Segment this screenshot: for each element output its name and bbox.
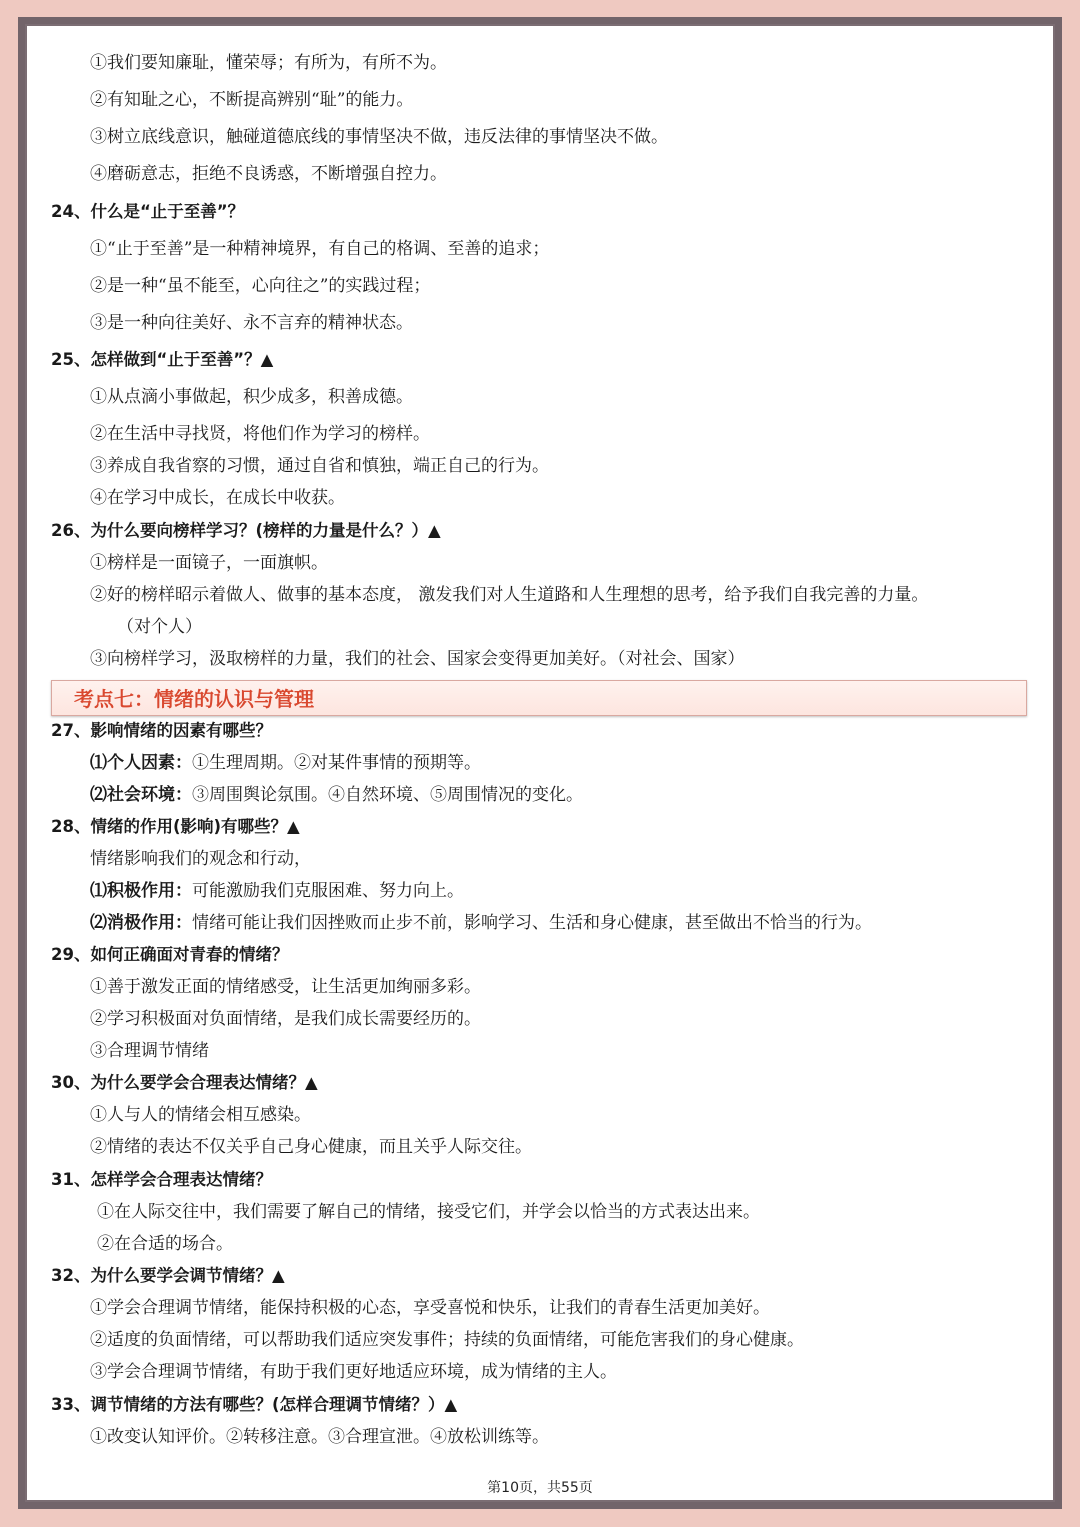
- list-item: ③是一种向往美好、永不言弃的精神状态。: [90, 313, 413, 333]
- effect-label: ⑴积极作用：: [90, 881, 192, 901]
- question-27-title: 27、影响情绪的因素有哪些？: [51, 721, 272, 740]
- list-item: ①学会合理调节情绪，能保持积极的心态，享受喜悦和快乐，让我们的青春生活更加美好。: [90, 1298, 770, 1318]
- list-item-continuation: （对个人）: [117, 617, 202, 637]
- list-item: ①在人际交往中，我们需要了解自己的情绪，接受它们，并学会以恰当的方式表达出来。: [97, 1202, 760, 1222]
- list-item: ③学会合理调节情绪，有助于我们更好地适应环境，成为情绪的主人。: [90, 1362, 617, 1382]
- list-item: ②在合适的场合。: [97, 1234, 233, 1254]
- list-item: ②是一种“虽不能至，心向往之”的实践过程；: [90, 276, 431, 296]
- list-item: ③养成自我省察的习惯，通过自省和慎独，端正自己的行为。: [90, 456, 549, 476]
- list-item: 情绪影响我们的观念和行动，: [90, 849, 311, 869]
- list-item: ①“止于至善”是一种精神境界，有自己的格调、至善的追求；: [90, 239, 550, 259]
- list-item: [90, 781, 583, 809]
- list-item: ①从点滴小事做起，积少成多，积善成德。: [90, 387, 413, 407]
- question-24-title: 24、什么是“止于至善”？: [51, 202, 245, 221]
- factor-text: ①生理周期。②对某件事情的预期等。: [192, 753, 481, 773]
- effect-text: 情绪可能让我们因挫败而止步不前，影响学习、生活和身心健康，甚至做出不恰当的行为。: [192, 913, 872, 933]
- list-item: [90, 909, 872, 937]
- question-26-title: 26、为什么要向榜样学习？(榜样的力量是什么？）▲: [51, 521, 441, 540]
- list-item: ②情绪的表达不仅关乎自己身心健康，而且关乎人际交往。: [90, 1137, 532, 1157]
- factor-text: ③周围舆论氛围。④自然环境、⑤周围情况的变化。: [192, 785, 583, 805]
- list-item: ②有知耻之心，不断提高辨别“耻”的能力。: [90, 90, 414, 110]
- section-title: 考点七：情绪的认识与管理: [74, 687, 314, 711]
- list-item: ②好的榜样昭示着做人、做事的基本态度， 激发我们对人生道路和人生理想的思考，给予我们自我完善的力量。: [90, 585, 929, 605]
- list-item: ①榜样是一面镜子，一面旗帜。: [90, 553, 328, 573]
- page-number: 第10页，共55页: [487, 1480, 593, 1496]
- list-item: ③合理调节情绪: [90, 1041, 209, 1061]
- question-28-title: 28、情绪的作用(影响)有哪些？▲: [51, 817, 300, 836]
- question-31-title: 31、怎样学会合理表达情绪？: [51, 1170, 272, 1189]
- section-header: [51, 680, 1027, 716]
- question-32-title: 32、为什么要学会调节情绪？▲: [51, 1266, 285, 1285]
- list-item: ②学习积极面对负面情绪，是我们成长需要经历的。: [90, 1009, 481, 1029]
- list-item: ①改变认知评价。②转移注意。③合理宣泄。④放松训练等。: [90, 1427, 549, 1447]
- question-30-title: 30、为什么要学会合理表达情绪？▲: [51, 1073, 318, 1092]
- question-29-title: 29、如何正确面对青春的情绪？: [51, 945, 289, 964]
- effect-text: 可能激励我们克服困难、努力向上。: [192, 881, 464, 901]
- list-item: ①善于激发正面的情绪感受，让生活更加绚丽多彩。: [90, 977, 481, 997]
- effect-label: ⑵消极作用：: [90, 913, 192, 933]
- document-page: [27, 26, 1053, 1500]
- question-33-title: 33、调节情绪的方法有哪些？(怎样合理调节情绪？）▲: [51, 1395, 458, 1414]
- factor-label: ⑴个人因素：: [90, 753, 192, 773]
- list-item: ②在生活中寻找贤，将他们作为学习的榜样。: [90, 424, 430, 444]
- list-item: ③树立底线意识，触碰道德底线的事情坚决不做，违反法律的事情坚决不做。: [90, 127, 668, 147]
- list-item: ①我们要知廉耻，懂荣辱；有所为，有所不为。: [90, 53, 447, 73]
- list-item: ④磨砺意志，拒绝不良诱惑，不断增强自控力。: [90, 164, 447, 184]
- list-item: ②适度的负面情绪，可以帮助我们适应突发事件；持续的负面情绪，可能危害我们的身心健康。: [90, 1330, 804, 1350]
- factor-label: ⑵社会环境：: [90, 785, 192, 805]
- list-item: [90, 749, 481, 777]
- list-item: [90, 877, 464, 905]
- question-25-title: 25、怎样做到“止于至善”？▲: [51, 350, 274, 369]
- page-content: [27, 26, 1053, 1500]
- list-item: ①人与人的情绪会相互感染。: [90, 1105, 311, 1125]
- list-item: ④在学习中成长，在成长中收获。: [90, 488, 345, 508]
- list-item: ③向榜样学习，汲取榜样的力量，我们的社会、国家会变得更加美好。（对社会、国家）: [90, 649, 745, 669]
